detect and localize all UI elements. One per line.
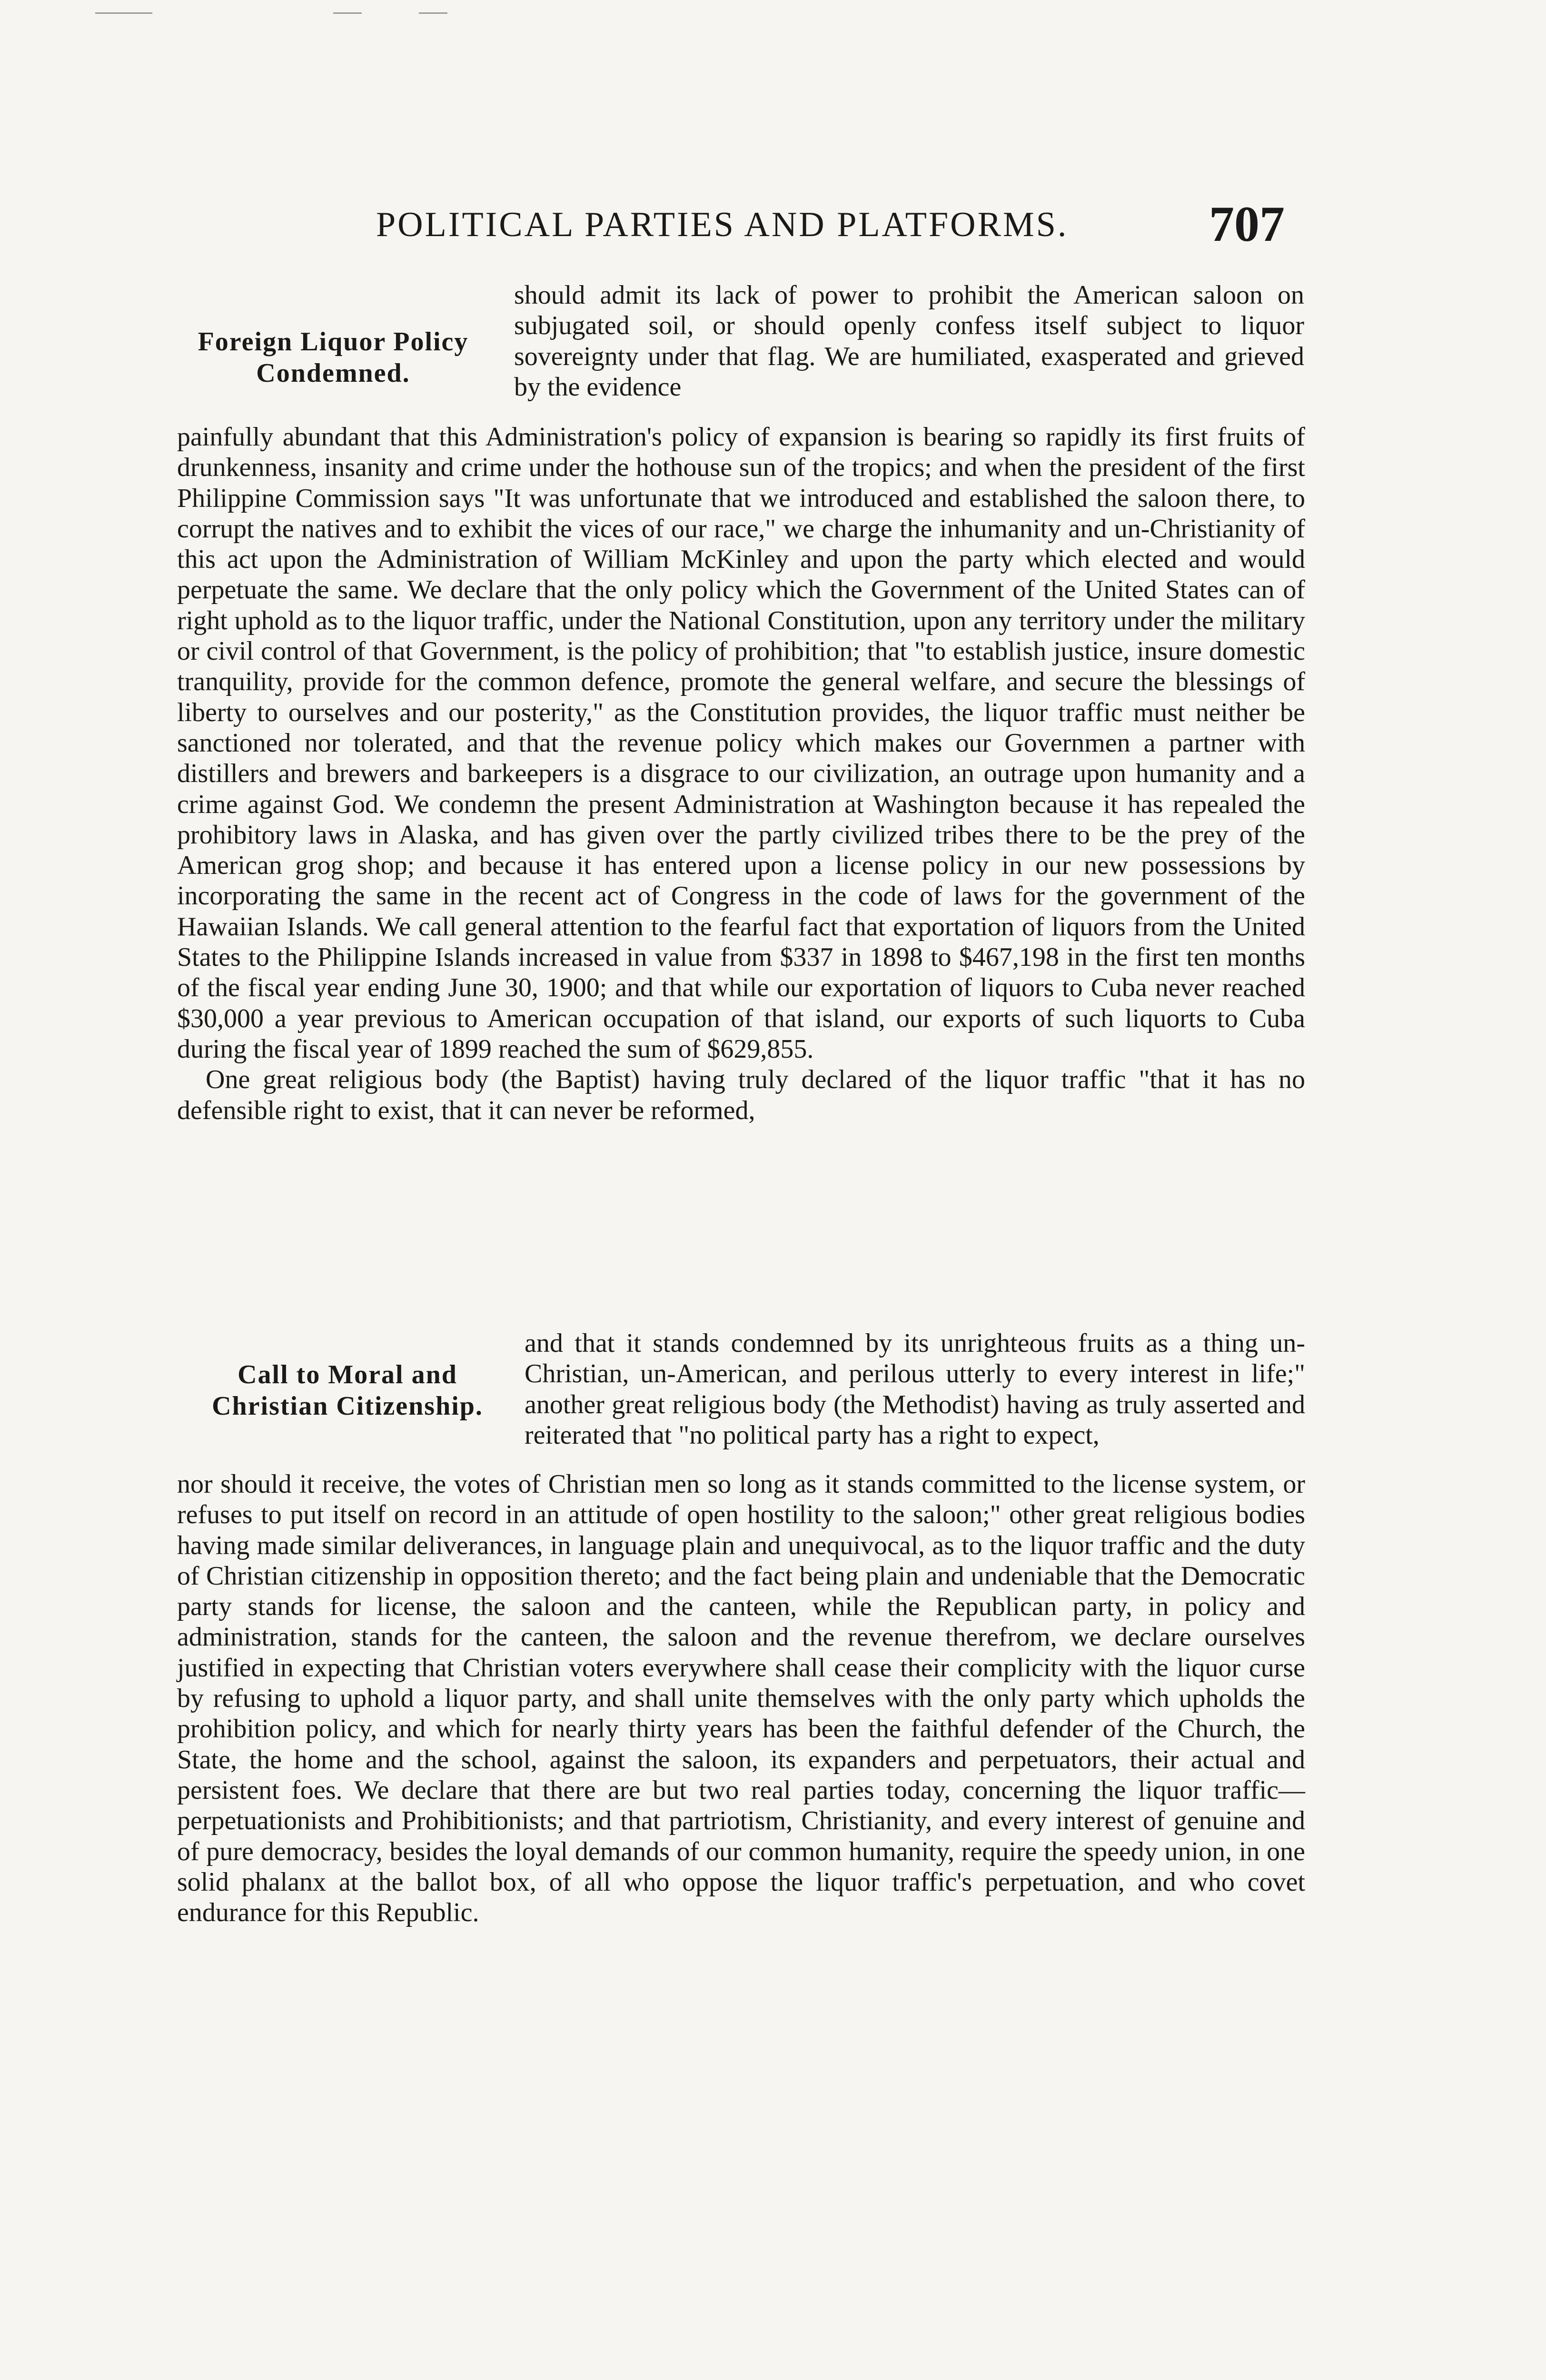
- paragraph-text: painfully abundant that this Administration's policy of expansion is bearing so rapidly its first fruits of drunkenness, insanity and crime under the hothouse sun of the tropics; and when the president of the first Philippine Commission says "It was unfortunate that we introduced and established the saloon there, to corrupt the natives and to exhibit the vices of our race," we charge the inhumanity and un-Christianity of this act upon the Administration of William McKinley and upon the party which elected and would perpetuate the same. We declare that the only policy which the Government of the United States can of right uphold as to the liquor traffic, under the National Constitution, upon any territory under the military or civil control of that Government, is the policy of prohibition; that "to establish justice, insure domestic tranquility, provide for the common defence, promote the general welfare, and secure the blessings of liberty to ourselves and our posterity," as the Constitution provides, the liquor traffic must neither be sanctioned nor tolerated, and that the revenue policy which makes our Governmen a partner with distillers and brewers and barkeepers is a disgrace to our civilization, an outrage upon humanity and a crime against God. We condemn the present Administration at Washington because it has repealed the prohibitory laws in Alaska, and has given over the partly civilized tribes there to be the prey of the American grog shop; and because it has entered upon a license policy in our new possessions by incorporating the same in the recent act of Congress in the code of laws for the government of the Hawaiian Islands. We call general attention to the fearful fact that exportation of liquors from the United States to the Philippine Islands increased in value from $337 in 1898 to $467,198 in the first ten months of the fiscal year ending June 30, 1900; and that while our exportation of liquors to Cuba never reached $30,000 a year previous to American occupation of that island, our exports of such liquorts to Cuba during the fiscal year of 1899 reached the sum of $629,855.: [177, 422, 1305, 1064]
- scan-artifact: [333, 12, 362, 14]
- paragraph-2-opening: One great religious body (the Baptist) having truly declared of the liquor traffic "that it has no defensible right to exist, that it can never be reformed,: [177, 1065, 1305, 1125]
- sidenote-foreign-liquor: Foreign Liquor Policy Condemned.: [198, 327, 469, 388]
- paragraph-text: and that it stands condemned by its unrighteous fruits as a thing un-Christian, un-American, and perilous utterly to every interest in life;" another great religious body (the Methodist) having as truly asserted and reiterated that "no political party has a right to expect,: [525, 1329, 1305, 1450]
- sidenote-moral-call: Call to Moral and Christian Citizenship.: [212, 1360, 483, 1421]
- scan-artifact: [95, 12, 152, 14]
- paragraph-2-column: [525, 1328, 1305, 1450]
- page-number: 707: [1209, 196, 1285, 252]
- running-title: POLITICAL PARTIES AND PLATFORMS.: [376, 205, 1069, 244]
- paragraph-2-rest: [177, 1469, 1305, 1928]
- paragraph-text: should admit its lack of power to prohibit the American saloon on subjugated soil, or should openly confess itself subject to liquor sovereignty under that flag. We are humiliated, exasperated and grieved by the evidence: [514, 280, 1304, 402]
- paragraph-1-full: [177, 422, 1305, 1126]
- paragraph-1-column: [514, 280, 1304, 402]
- paragraph-text: nor should it receive, the votes of Christian men so long as it stands committed to the license system, or refuses to put itself on record in an attitude of open hostility to the saloon;" other great religious bodies having made similar deliverances, in language plain and unequivocal, as to the liquor traffic and the duty of Christian citizenship in opposition thereto; and the fact being plain and undeniable that the Democratic party stands for license, the saloon and the canteen, while the Republican party, in policy and administration, stands for the canteen, the saloon and the revenue therefrom, we declare ourselves justified in expecting that Christian voters everywhere shall cease their complicity with the liquor curse by refusing to uphold a liquor party, and shall unite themselves with the only party which upholds the prohibition policy, and which for nearly thirty years has been the faithful defender of the Church, the State, the home and the school, against the saloon, its expanders and perpetuators, their actual and persistent foes. We declare that there are but two real parties today, concerning the liquor traffic—perpetuationists and Prohibitionists; and that partriotism, Christianity, and every interest of genuine and of pure democracy, besides the loyal demands of our common humanity, require the speedy union, in one solid phalanx at the ballot box, of all who oppose the liquor traffic's perpetuation, and who covet endurance for this Republic.: [177, 1469, 1305, 1928]
- scan-artifact: [419, 12, 447, 14]
